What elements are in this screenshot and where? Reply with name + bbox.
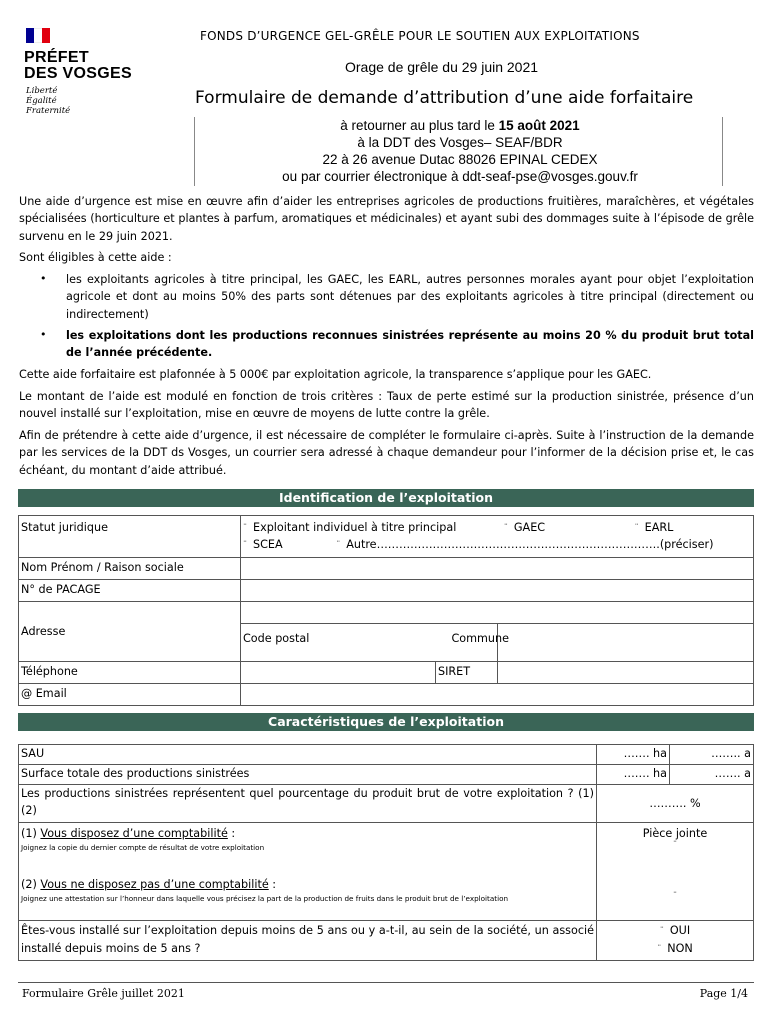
eligibility-bullet-2: les exploitations dont les productions reconnues sinistrées représente au moins 20 % du produit brut total de l’année précédente. (66, 329, 754, 360)
form-title: Formulaire de demande d’attribution d’une aide forfaitaire (195, 88, 694, 108)
checkbox-scea[interactable]: ¨ SCEA (243, 538, 283, 551)
intro-paragraph-4: Le montant de l’aide est modulé en fonction de trois critères : Taux de perte estimé sur la production sinistrée, présence d’un nouvel installé sur l’exploitation, mise en œuvre de moyens de lutte contre la grêle. (19, 390, 754, 421)
pourcentage-field[interactable]: ………. % (597, 785, 754, 823)
intro-paragraph-5: Afin de prétendre à cette aide d’urgence, il est nécessaire de compléter le formulaire ci-après. Suite à l’instruction de la demande par les services de la DDT ds Vosges, un courrier sera adressé à chaque demandeur pour l’informer de la décision prise et, le cas échéant, du montant d’aide attribué. (19, 429, 754, 477)
motto-liberte: Liberté (26, 86, 58, 96)
address-line3: ou par courrier électronique à ddt-seaf-pse@vosges.gouv.fr (282, 169, 638, 184)
commune-label: Commune (451, 632, 509, 645)
statut-label: Statut juridique (19, 516, 241, 558)
table-row (19, 662, 754, 684)
fonds-title: FONDS D’URGENCE GEL-GRÊLE POUR LE SOUTIEN AUX EXPLOITATIONS (200, 29, 640, 43)
siret-field[interactable] (498, 662, 754, 684)
checkbox-exploitant[interactable]: ¨ Exploitant individuel à titre principal (243, 521, 457, 534)
bullet-dot: • (40, 272, 47, 285)
footer-page-number: Page 1/4 (699, 987, 748, 1000)
caracteristiques-section-header: Caractéristiques de l’exploitation (18, 713, 754, 731)
header-divider-right (722, 117, 723, 186)
address-line2: 22 à 26 avenue Dutac 88026 EPINAL CEDEX (322, 152, 598, 167)
piece-jointe-cell (597, 823, 754, 921)
checkbox-earl[interactable]: ¨ EARL (634, 521, 674, 534)
sau-a-field[interactable]: …….. a (670, 745, 754, 765)
telephone-label: Téléphone (19, 662, 241, 684)
installe-options (597, 921, 754, 961)
piece-jointe-1-checkbox[interactable]: ¨ (673, 840, 677, 849)
comptabilite-2-label: Vous ne disposez pas d’une comptabilité (40, 878, 269, 891)
motto-egalite: Égalité (26, 96, 57, 106)
event-title: Orage de grêle du 29 juin 2021 (345, 59, 539, 75)
email-label: @ Email (19, 684, 241, 706)
intro-paragraph-3: Cette aide forfaitaire est plafonnée à 5 000€ par exploitation agricole, la transparence s’applique pour les GAEC. (19, 368, 652, 381)
table-row (19, 516, 754, 558)
header-divider-left (194, 117, 195, 186)
comptabilite-1-label: Vous disposez d’une comptabilité (40, 827, 228, 840)
prefecture-name (24, 50, 132, 82)
commune-field[interactable] (498, 624, 754, 662)
return-deadline: à retourner au plus tard le 15 août 2021 (340, 118, 580, 133)
surface-ha-field[interactable]: ……. ha (597, 765, 670, 785)
table-row (19, 602, 754, 624)
sau-ha-field[interactable]: ……. ha (597, 745, 670, 765)
code-postal-field[interactable] (241, 624, 509, 662)
return-date: 15 août 2021 (498, 118, 580, 133)
address-line1: à la DDT des Vosges– SEAF/BDR (357, 135, 563, 150)
installe-label: Êtes-vous installé sur l’exploitation depuis moins de 5 ans ou y a-t-il, au sein de la société, un associé installé depuis moins de 5 ans ? (19, 921, 597, 961)
siret-label: SIRET (436, 662, 498, 684)
identification-table (18, 515, 754, 706)
footer-divider (18, 982, 754, 983)
checkbox-oui[interactable]: ¨ OUI (659, 924, 691, 937)
eligibility-bullet-1: les exploitants agricoles à titre principal, les GAEC, les EARL, autres personnes morales ayant pour objet l’exploitation agricole et dont au moins 50% des parts sont détenues par des exploitants agricoles à titre principal (directement ou indirectement) (66, 273, 754, 321)
prefecture-line1: PRÉFET (24, 49, 89, 66)
code-postal-label: Code postal (243, 632, 310, 645)
comptabilite-1-note: Joignez la copie du dernier compte de résultat de votre exploitation (21, 843, 265, 852)
republic-motto (26, 86, 70, 116)
email-field[interactable] (241, 684, 754, 706)
nom-label: Nom Prénom / Raison sociale (19, 558, 241, 580)
motto-fraternite: Fraternité (26, 106, 71, 116)
checkbox-autre[interactable]: ¨ Autre………………………………………………………………….(préciser) (336, 538, 714, 551)
prefecture-line2: DES VOSGES (24, 65, 132, 82)
table-row (19, 823, 754, 921)
table-row (19, 745, 754, 765)
surface-label: Surface totale des productions sinistrées (19, 765, 597, 785)
surface-a-field[interactable]: ……. a (670, 765, 754, 785)
telephone-field[interactable] (241, 662, 436, 684)
bullet-dot: • (40, 328, 47, 341)
intro-paragraph-2: Sont éligibles à cette aide : (19, 251, 172, 264)
piece-jointe-label: Pièce jointe (642, 827, 708, 840)
table-row (19, 580, 754, 602)
comptabilite-2-heading: (2) Vous ne disposez pas d’une comptabilité : (21, 878, 277, 891)
table-row (19, 785, 754, 823)
table-row (19, 684, 754, 706)
comptabilite-cell (19, 823, 597, 921)
piece-jointe-2-checkbox[interactable]: ¨ (673, 891, 677, 900)
pourcentage-label: Les productions sinistrées représentent quel pourcentage du produit brut de votre exploitation ? (1) (2) (19, 785, 597, 823)
pacage-label: N° de PACAGE (19, 580, 241, 602)
checkbox-non[interactable]: ¨ NON (657, 942, 693, 955)
marianne-logo (26, 28, 50, 43)
pacage-field[interactable] (241, 580, 754, 602)
sau-label: SAU (19, 745, 597, 765)
return-address-block (200, 117, 720, 185)
footer-form-name: Formulaire Grêle juillet 2021 (22, 987, 185, 1000)
intro-paragraph-1: Une aide d’urgence est mise en œuvre afin d’aider les entreprises agricoles de productions fruitières, maraîchères, et végétales spécialisées (horticulture et plantes à parfum, aromatiques et médicinales) et ayant subi des dommages suite à l’épisode de grêle survenu en le 29 juin 2021. (19, 195, 754, 243)
adresse-field[interactable] (241, 602, 754, 624)
nom-field[interactable] (241, 558, 754, 580)
adresse-label: Adresse (19, 602, 241, 662)
comptabilite-2-note: Joignez une attestation sur l’honneur dans laquelle vous précisez la part de la production de fruits dans le produit brut de l’exploitation (21, 894, 509, 903)
statut-options (241, 516, 754, 558)
checkbox-gaec[interactable]: ¨ GAEC (503, 521, 546, 534)
table-row (19, 765, 754, 785)
table-row (19, 558, 754, 580)
comptabilite-1-heading: (1) Vous disposez d’une comptabilité : (21, 827, 236, 840)
table-row (19, 921, 754, 961)
identification-section-header: Identification de l’exploitation (18, 489, 754, 507)
caracteristiques-table (18, 744, 754, 961)
